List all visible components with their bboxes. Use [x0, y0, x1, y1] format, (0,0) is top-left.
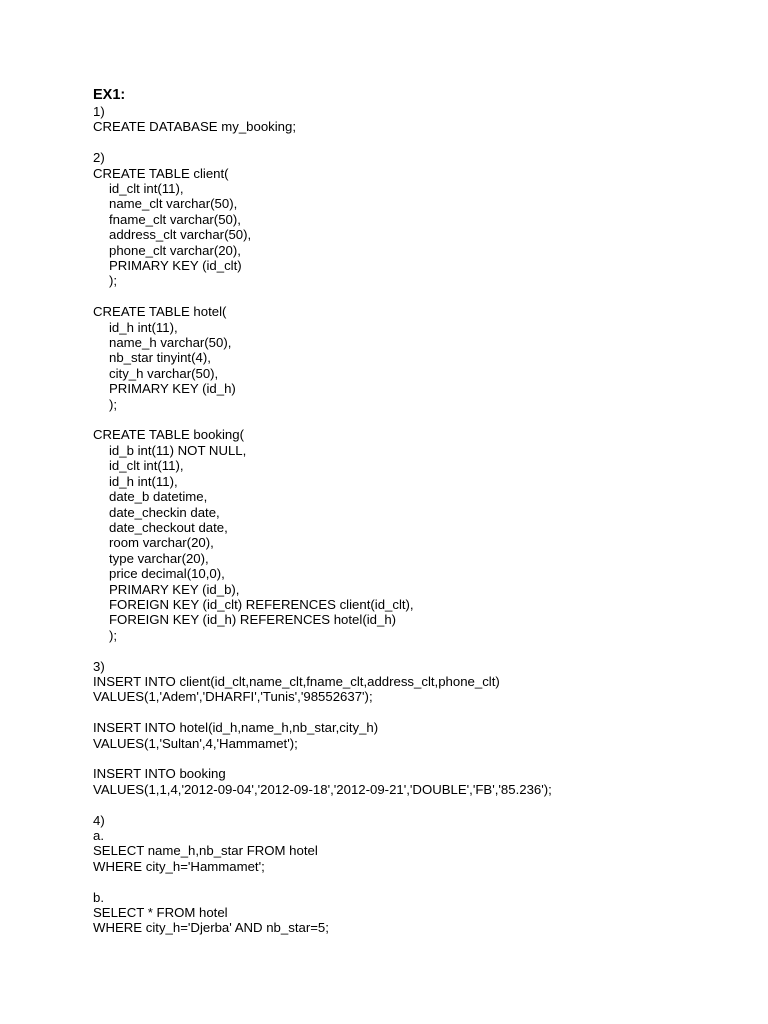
text-line: INSERT INTO hotel(id_h,name_h,nb_star,city_h) [93, 720, 379, 736]
text-block-q4b [93, 890, 733, 936]
text-line: 2) [93, 150, 105, 166]
blank-line [93, 874, 733, 889]
text-line: SELECT name_h,nb_star FROM hotel [93, 843, 318, 859]
text-block-q2-client [93, 150, 733, 289]
text-line: FOREIGN KEY (id_h) REFERENCES hotel(id_h) [109, 612, 397, 628]
text-line: VALUES(1,'Sultan',4,'Hammamet'); [93, 735, 298, 751]
text-line: SELECT * FROM hotel [93, 905, 228, 920]
text-line: phone_clt varchar(20), [109, 242, 241, 258]
text-line: address_clt varchar(50), [109, 227, 252, 243]
text-line: a. [93, 827, 104, 843]
text-line: PRIMARY KEY (id_clt) [109, 258, 242, 274]
text-line: WHERE city_h='Djerba' AND nb_star=5; [93, 920, 329, 936]
text-line: b. [93, 889, 104, 905]
text-line: id_clt int(11), [109, 458, 184, 474]
text-line: city_h varchar(50), [109, 365, 219, 381]
text-line: FOREIGN KEY (id_clt) REFERENCES client(id_clt), [109, 596, 414, 612]
text-line: CREATE TABLE client( [93, 165, 229, 181]
text-line: 1) [93, 104, 105, 119]
document-body [93, 104, 733, 936]
text-block-q4a [93, 813, 733, 875]
text-line: 4) [93, 812, 105, 828]
document-page [93, 87, 733, 936]
text-line: room varchar(20), [109, 535, 214, 551]
text-line: id_h int(11), [109, 473, 178, 489]
text-line: ); [109, 273, 118, 289]
text-line: id_clt int(11), [109, 181, 184, 197]
text-line: CREATE TABLE booking( [93, 427, 244, 443]
text-line: VALUES(1,'Adem','DHARFI','Tunis','98552637'); [93, 689, 373, 705]
text-line: date_checkout date, [109, 519, 228, 535]
text-line: id_b int(11) NOT NULL, [109, 442, 247, 458]
text-line: CREATE DATABASE my_booking; [93, 119, 297, 135]
text-line: type varchar(20), [109, 550, 209, 566]
blank-line [93, 705, 733, 720]
text-block-q2-booking [93, 427, 733, 643]
text-line: PRIMARY KEY (id_b), [109, 581, 240, 597]
blank-line [93, 751, 733, 766]
text-line: date_checkin date, [109, 504, 220, 520]
text-block-q2-hotel [93, 304, 733, 412]
text-line: ); [109, 627, 118, 643]
text-line: name_clt varchar(50), [109, 196, 238, 212]
text-line: CREATE TABLE hotel( [93, 304, 227, 320]
blank-line [93, 135, 733, 150]
text-line: ); [109, 396, 118, 412]
blank-line [93, 643, 733, 658]
blank-line [93, 797, 733, 812]
text-line: id_h int(11), [109, 319, 178, 335]
blank-line [93, 412, 733, 427]
text-line: nb_star tinyint(4), [109, 350, 211, 366]
text-block-q1 [93, 104, 733, 135]
text-block-q3-client [93, 659, 733, 705]
text-line: name_h varchar(50), [109, 335, 232, 351]
text-block-q3-booking [93, 766, 733, 797]
text-line: INSERT INTO booking [93, 766, 226, 782]
text-block-q3-hotel [93, 720, 733, 751]
text-line: 3) [93, 658, 105, 674]
text-line: INSERT INTO client(id_clt,name_clt,fname_clt,address_clt,phone_clt) [93, 673, 500, 689]
text-line: date_b datetime, [109, 489, 208, 505]
blank-line [93, 289, 733, 304]
text-line: price decimal(10,0), [109, 566, 225, 582]
exercise-title: EX1: [93, 87, 126, 103]
text-line: WHERE city_h='Hammamet'; [93, 858, 265, 874]
text-line: PRIMARY KEY (id_h) [109, 381, 236, 397]
text-line: fname_clt varchar(50), [109, 211, 241, 227]
text-line: VALUES(1,1,4,'2012-09-04','2012-09-18','2012-09-21','DOUBLE','FB','85.236'); [93, 781, 552, 797]
